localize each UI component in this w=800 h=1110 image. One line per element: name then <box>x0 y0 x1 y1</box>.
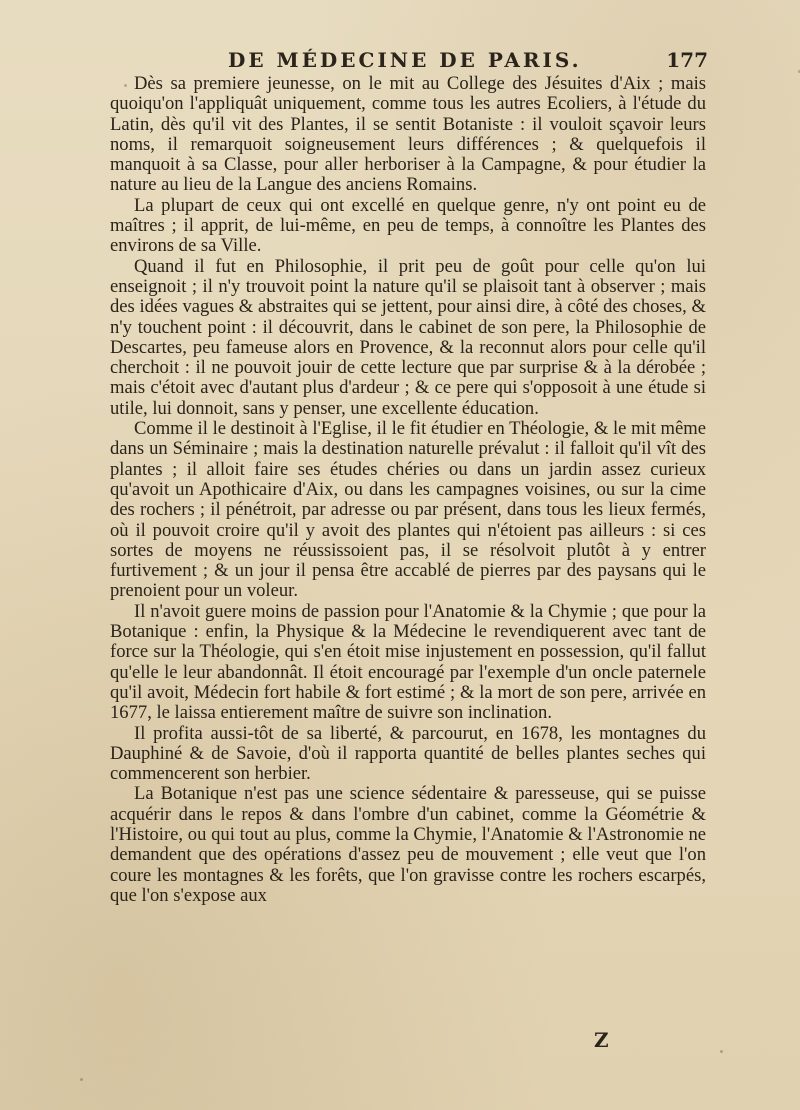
page-number: 177 <box>666 48 708 72</box>
paragraph-2: La plupart de ceux qui ont excellé en quelque genre, n'y ont point eu de maîtres ; il apprit, de lui-même, en peu de temps, à connoître les Plantes des environs de sa Ville. <box>110 194 706 257</box>
paragraph-3: Quand il fut en Philosophie, il prit peu de goût pour celle qu'on lui enseignoit ; il n'y trouvoit point la nature qu'il se plaisoit tant à observer ; mais des idées vagues & abstraites qui se jettent, pour ainsi dire, à côté des choses, & n'y touchent point : il découvrit, dans le cabinet de son pere, la Philosophie de Descartes, peu fameuse alors en Provence, & la reconnut alors pour celle qu'il cherchoit : il ne pouvoit jouir de cette lecture que par surprise & à la dérobée ; mais c'étoit avec d'autant plus d'ardeur ; & ce pere qui s'opposoit à une étude si utile, lui donnoit, sans y penser, une excellente éducation. <box>110 255 706 419</box>
paper-speck <box>124 84 127 87</box>
paper-speck <box>720 1050 723 1053</box>
paragraph-7: La Botanique n'est pas une science sédentaire & paresseuse, qui se puisse acquérir dans le repos & dans l'ombre d'un cabinet, comme la Géométrie & l'Histoire, ou qui tout au plus, comme la Chymie, l'Anatomie & l'Astronomie ne demandent que des opérations d'assez peu de mouvement ; elle veut que l'on coure les montagnes & les forêts, que l'on gravisse contre les rochers escarpés, que l'on s'expose aux <box>110 783 706 906</box>
paragraph-5: Il n'avoit guere moins de passion pour l'Anatomie & la Chymie ; que pour la Botanique : enfin, la Physique & la Médecine le revendiquerent avec tant de force sur la Théologie, qui s'en étoit mise injustement en possession, qu'il fallut qu'elle le leur abandonnât. Il étoit encouragé par l'exemple d'un oncle paternele qu'il avoit, Médecin fort habile & fort estimé ; & la mort de son pere, arrivée en 1677, le laissa entierement maître de suivre son inclination. <box>110 600 706 724</box>
paper-speck <box>80 1078 83 1081</box>
signature-mark: Z <box>594 1028 609 1052</box>
paragraph-4: Comme il le destinoit à l'Eglise, il le fit étudier en Théologie, & le mit même dans un Séminaire ; mais la destination naturelle prévalut : il falloit qu'il vît des plantes ; il alloit faire ses études chéries ou dans un jardin assez curieux qu'avoit un Apothicaire d'Aix, ou dans les campagnes voisines, ou sur la cime des rochers ; il pénétroit, par adresse ou par présent, dans tous les lieux fermés, où il pouvoit croire qu'il y avoit des plantes qui n'étoient pas ailleurs : si ces sortes de moyens ne réussissoient pas, il se résolvoit plutôt à y entrer furtivement ; & un jour il pensa être accablé de pierres par des paysans qui le prenoient pour un voleur. <box>110 418 706 602</box>
running-head-title: DE MÉDECINE DE PARIS. <box>228 48 582 72</box>
paragraph-1: Dès sa premiere jeunesse, on le mit au College des Jésuites d'Aix ; mais quoiqu'on l'appliquât uniquement, comme tous les autres Ecoliers, à l'étude du Latin, dès qu'il vit des Plantes, il se sentit Botaniste : il vouloit sçavoir leurs noms, il remarquoit soigneusement leurs différences ; & quelquefois il manquoit à sa Classe, pour aller herboriser à la Campagne, & pour étudier la nature au lieu de la Langue des anciens Romains. <box>110 73 706 196</box>
paragraph-6: Il profita aussi-tôt de sa liberté, & parcourut, en 1678, les montagnes du Dauphiné & de Savoie, d'où il rapporta quantité de belles plantes seches qui commencerent son herbier. <box>110 722 706 785</box>
body-text <box>110 74 706 906</box>
